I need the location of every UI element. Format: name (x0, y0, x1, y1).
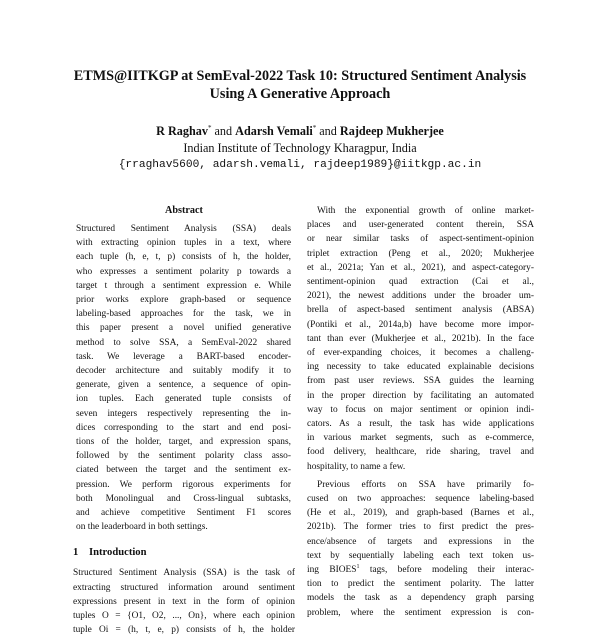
introduction-line: tuples O = {O1, O2, ..., On}, where each opinion (73, 611, 295, 622)
right-column (307, 204, 534, 620)
paragraph-previous-efforts-line: text by sequentially labeling each text token us- (307, 550, 534, 561)
paragraph-market-line: et al., 2021a; Yan et al., 2021), and aspect-category- (307, 262, 534, 273)
paragraph-previous-efforts (307, 478, 534, 620)
paragraph-previous-efforts-line: cused on two approaches: sequence labeling-based (307, 494, 534, 505)
paragraph-market-line: cators. As a result, the task has wide applications (307, 419, 534, 430)
introduction-line: Structured Sentiment Analysis (SSA) is the task of (73, 568, 295, 579)
paragraph-market-line: in various market segments, such as e-commerce, (307, 433, 534, 444)
abstract-line: decoder architecture and suitably modify it to (76, 366, 291, 377)
author-2-mark: * (312, 124, 317, 132)
abstract-line: who expresses a sentiment polarity p towards a (76, 266, 291, 277)
paragraph-market-line: ing necessity to take educated explainable decisions (307, 362, 534, 373)
paragraph-previous-efforts-line: tion to predict the sentiment polarity. The latter (307, 579, 534, 590)
paragraph-market-line: triplet extraction (Peng et al., 2020; Mukherjee (307, 248, 534, 259)
section-heading-introduction (73, 546, 295, 560)
author-1-mark: * (207, 124, 212, 132)
paragraph-market-line: hospitality, to name a few. (307, 461, 406, 472)
author-names (40, 123, 560, 140)
author-2-separator: and (316, 124, 340, 138)
paragraph-market-line: (Pontiki et al., 2014a,b) have become more impor- (307, 319, 534, 330)
author-1-separator: and (211, 124, 236, 138)
introduction-line: expressions present in text in the form of opinion (73, 596, 295, 607)
abstract-line: seven integers respectively representing the in- (76, 408, 291, 419)
left-column (73, 204, 295, 637)
abstract-line: and achieve competitive Sentiment F1 scores (76, 508, 291, 519)
paper-title (40, 67, 560, 103)
abstract-line: method to solve SSA, a SemEval-2022 shared (76, 337, 291, 348)
author-emails: {rraghav5600, adarsh.vemali, rajdeep1989}@iitkgp.ac.in (118, 159, 482, 171)
abstract-line: target t through a sentiment expression e. While (76, 280, 291, 291)
abstract-line: ion tuples. Each generated tuple consists of (76, 394, 291, 405)
abstract-line: on the leaderboard in both settings. (76, 522, 208, 533)
paragraph-previous-efforts-line: ing BIOES$^1$ tags, before modeling their interac- (307, 564, 534, 576)
abstract-heading: Abstract (165, 205, 203, 216)
paragraph-market-line: sentiment-opinion quad extraction (Cai et al., (307, 277, 534, 288)
abstract-line: followed by the sentiment polarity class asso- (76, 451, 291, 462)
section-number: 1 (73, 547, 79, 559)
abstract-line: pression. We perform rigorous experiments for (76, 479, 291, 490)
abstract-line: this paper present a novel unified generative (76, 323, 291, 334)
paragraph-market-line: of ever-expanding choices, it becomes a challeng- (307, 348, 534, 359)
introduction-body (73, 566, 295, 637)
abstract-line: task. We leverage a BART-based encoder- (76, 351, 291, 362)
introduction-line: tuple Oi = (h, t, e, p) consists of h, the holder (73, 625, 295, 636)
paragraph-market-line: food delivery, healthcare, ride sharing, travel and (307, 447, 534, 458)
title-line-2: Using A Generative Approach (209, 86, 391, 102)
abstract-line: prior works explore graph-based or sequence (76, 295, 291, 306)
paragraph-previous-efforts-line: 2021b). The former tries to first predict the pres- (307, 522, 534, 533)
affiliation: Indian Institute of Technology Kharagpur, India (183, 141, 417, 155)
paragraph-market-line: in the proper direction by facilitating an automated (307, 390, 534, 401)
abstract-line: dices corresponding to the start and end posi- (76, 422, 291, 433)
paragraph-market-line: from past user reviews. SSA guides the learning (307, 376, 534, 387)
abstract-line: Structured Sentiment Analysis (SSA) deals (76, 224, 291, 234)
introduction-line: extracting structured information around sentiment (73, 582, 295, 593)
paragraph-market-line: With the exponential growth of online market- (317, 206, 534, 216)
paragraph-market-line: or near similar tasks of aspect-sentiment-opinion (307, 234, 534, 245)
author-block (40, 123, 560, 174)
abstract-line: both Monolingual and Cross-lingual subtasks, (76, 493, 291, 504)
paragraph-market (307, 204, 534, 474)
paragraph-market-line: brella of aspect-based sentiment analysis (ABSA) (307, 305, 534, 316)
paragraph-previous-efforts-line: (He et al., 2019), and graph-based (Barnes et al., (307, 508, 534, 519)
abstract-line: labeling-based approaches for the task, we in (76, 309, 291, 320)
paragraph-market-line: places and user-generated content therein, SSA (307, 220, 534, 231)
paragraph-previous-efforts-line: models the task as a dependency graph parsing (307, 593, 534, 604)
abstract-line: ciated between the target and the sentiment ex- (76, 465, 291, 476)
abstract-line: with extracting opinion tuples in a text, where (76, 238, 291, 249)
author-1-name: R Raghav (156, 124, 208, 138)
title-line-1: ETMS@IITKGP at SemEval-2022 Task 10: Structured Sentiment Analysis (73, 68, 527, 84)
paragraph-previous-efforts-line: ence/absence of targets and expressions in the (307, 536, 534, 547)
author-3-name: Rajdeep Mukherjee (339, 124, 444, 138)
section-title: Introduction (89, 547, 147, 559)
paragraph-market-line: tant than ever (Mukherjee et al., 2021b). In the face (307, 333, 534, 344)
abstract-body (73, 222, 295, 534)
paragraph-previous-efforts-line: Previous efforts on SSA have primarily fo- (317, 479, 534, 490)
abstract-line: each tuple (h, e, t, p) consists of h, the holder, (76, 252, 291, 263)
paragraph-market-line: 2021), the newest additions under the broader um- (307, 291, 534, 302)
abstract-line: tions of the holder, target, and expression spans, (76, 437, 291, 448)
abstract-line: generate, given a sentence, a sequence of opin- (76, 380, 291, 391)
author-2-name: Adarsh Vemali (235, 124, 313, 138)
paragraph-market-line: way to focus on major sentiment or opinion indi- (307, 404, 534, 415)
footnote-mark[interactable]: 1 (356, 564, 360, 571)
paragraph-previous-efforts-line: problem, where the sentiment expression is con- (307, 607, 534, 618)
